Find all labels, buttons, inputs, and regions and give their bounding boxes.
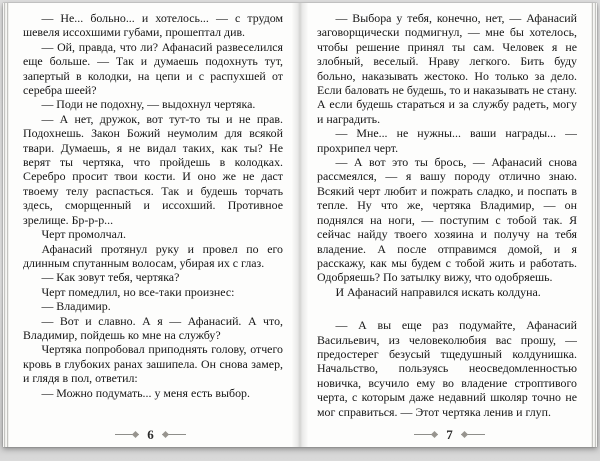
page-left[interactable] <box>9 3 292 447</box>
page-number: 7 <box>446 427 453 442</box>
page-stack-left-edge <box>3 3 9 447</box>
page-stack-right-edge <box>591 3 597 447</box>
page-number: 6 <box>147 427 154 442</box>
paragraph: — Поди не подохну, — выдохнул чертяка. <box>41 97 256 112</box>
paragraph: — Как зовут тебя, чертяка? <box>41 270 180 285</box>
paragraph: — А вот это ты брось, — Афанасий снова рассмеялся, — я вашу породу отлично знаю. Всякий черт любит и пожрать сладко, и поспать в тепле. Ну что же, чертяка Владимир, — он поднялся на ноги, — поступим с тобой так. Я сейчас найду твоего хозяина и получу на тебя владение. А после отправимся домой, и я расскажу, как мы будем с тобой жить и работать. Одобряешь? По затылку вижу, что одобряешь. <box>317 155 577 285</box>
paragraph: — Мне... не нужны... ваши награды... — прохрипел черт. <box>317 126 577 155</box>
book-gutter <box>292 3 308 447</box>
paragraph: — Выбора у тебя, конечно, нет, — Афанасий заговорщически подмигнул, — мне бы хотелось, чтобы решение принял ты сам. Человек я не злобный, веселый. Нраву легкого. Бить буду больно, наказывать жестоко. Но только за дело. Если баловать не будешь, то и наказывать не стану. А если будешь стараться и за службу радеть, могу и наградить. <box>317 11 577 126</box>
paragraph: И Афанасий направился искать колдуна. <box>335 284 541 299</box>
paragraph: — Не... больно... и хотелось... — с трудом шевеля иссохшими губами, прошептал див. <box>23 11 283 40</box>
paragraph: — Можно подумать... у меня есть выбор. <box>41 385 250 400</box>
footer-ornament-right-icon <box>460 431 486 439</box>
paragraph: — Ой, правда, что ли? Афанасий развеселился еще больше. — Так и думаешь подохнуть тут, запертый в колодки, на цепи и с распухшей от серебра шеей? <box>23 39 283 98</box>
paragraph: — А нет, дружок, вот тут-то ты и не прав. Подохнешь. Закон Божий неумолим для всякой твари. Думаешь, я не видал таких, как ты? Не верят ты чертяка, что пройдешь в колодках. Серебро просит твои кости. И оно же не даст твоему телу распасться. Так и будешь торчать здесь, сморщенный и иссохший. Противное зрелище. Бр-р-р... <box>23 111 283 227</box>
footer-ornament-left-icon <box>413 431 439 439</box>
page-right[interactable] <box>308 3 591 447</box>
spread <box>9 3 591 447</box>
paragraph: — А вы еще раз подумайте, Афанасий Васильевич, из человеколюбия вас прошу, — предостерег безусый тщедушный колдунишка. Начальство, пользуясь неосведомленностью новичка, всучило ему во владение строптивого черта, с которым даже недавний школяр точно не мог справиться. — Этот чертяка ленив и глуп. <box>317 318 577 419</box>
page-left-text <box>23 11 283 421</box>
page-right-text <box>317 11 577 421</box>
paragraph: — Вот и славно. А я — Афанасий. А что, Владимир, пойдешь ко мне на службу? <box>23 313 283 342</box>
page-right-footer <box>308 428 591 441</box>
paragraph: Черт помедлил, но все-таки произнес: <box>41 284 235 299</box>
book-spread <box>3 3 597 447</box>
paragraph: Черт промолчал. <box>41 227 126 242</box>
footer-ornament-left-icon <box>114 431 140 439</box>
paragraph: — Владимир. <box>41 299 111 314</box>
paragraph: Афанасий протянул руку и провел по его длинным спутанным волосам, убирая их с глаз. <box>23 241 283 270</box>
paragraph: Чертяка попробовал приподнять голову, отчего кровь в глубоких ранах зашипела. Он снова замер, и глядя в пол, ответил: <box>23 342 283 386</box>
footer-ornament-right-icon <box>161 431 187 439</box>
page-left-footer <box>9 428 292 441</box>
